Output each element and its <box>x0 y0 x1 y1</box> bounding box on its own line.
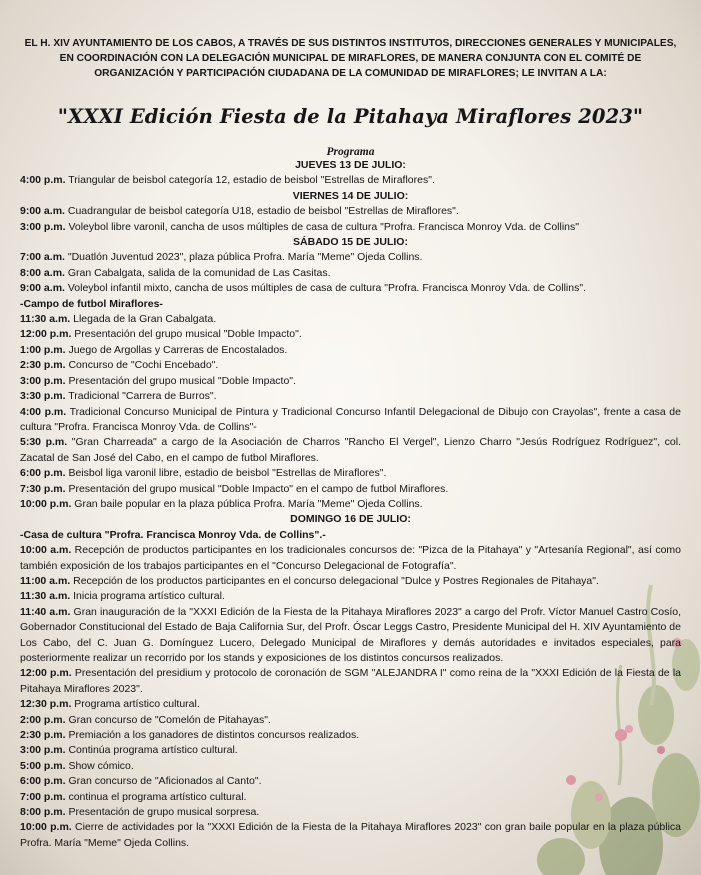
item-time: 6:00 p.m. <box>20 775 66 788</box>
schedule-item <box>20 220 681 235</box>
item-text: "Duatlón Juventud 2023", plaza pública Profra. María "Meme" Ojeda Collins. <box>67 251 423 264</box>
item-text: Tradicional Concurso Municipal de Pintura y Tradicional Concurso Infantil Delegacional de Dibujo con Crayolas", frente a casa de cultura "Profra. Francisca Monroy Vda. de Collins"- <box>20 405 681 433</box>
schedule-item <box>20 312 681 327</box>
item-time: 8:00 a.m. <box>20 266 65 279</box>
item-time: 2:00 p.m. <box>20 713 66 726</box>
program-label: Programa <box>326 146 375 158</box>
item-time: 10:00 a.m. <box>20 544 72 557</box>
item-text: Cuadrangular de beisbol categoría U18, estadio de beisbol "Estrellas de Miraflores". <box>67 205 459 218</box>
item-text: Gran inauguración de la "XXXI Edición de la Fiesta de la Pitahaya Miraflores 2023" a cargo del Profr. Víctor Manuel Castro Cosío, Gobernador Constitucional del Estado de Baja California Sur, del Profr. Óscar Leggs Castro, Presidente Municipal del H. XIV Ayuntamiento de Los Cabo, del C. Juan G. Domínguez Lucero, Delegado Municipal de Miraflores y demás autoridades e invitados especiales, para posteriormente realizar un recorrido por los stands y exposiciones de los distintos concursos realizados. <box>20 605 682 664</box>
item-time: 8:00 p.m. <box>20 806 66 819</box>
item-time: 11:40 a.m. <box>20 605 71 618</box>
item-text: Premiación a los ganadores de distintos concursos realizados. <box>68 729 360 742</box>
item-time: 11:30 a.m. <box>20 590 71 603</box>
item-text: Cierre de actividades por la "XXXI Edición de la Fiesta de la Pitahaya Miraflores 2023" con gran baile popular en la plaza pública Profra. María "Meme" Ojeda Collins. <box>20 821 681 849</box>
schedule-item <box>20 281 681 296</box>
item-time: 9:00 a.m. <box>20 282 65 295</box>
item-text: Presentación de grupo musical sorpresa. <box>68 806 260 819</box>
item-text: Presentación del grupo musical "Doble Impacto". <box>68 374 296 387</box>
item-time: 5:00 p.m. <box>20 759 66 772</box>
item-text: Tradicional "Carrera de Burros". <box>68 390 217 403</box>
schedule-item <box>20 728 681 743</box>
item-text: Llegada de la Gran Cabalgata. <box>73 313 217 326</box>
item-time: 7:00 p.m. <box>20 790 66 803</box>
event-title: "XXXI Edición Fiesta de la Pitahaya Miraflores 2023" <box>57 105 644 128</box>
item-text: Presentación del grupo musical "Doble Impacto". <box>74 328 302 341</box>
day-heading-friday: VIERNES 14 DE JULIO: <box>292 189 409 202</box>
item-time: 4:00 p.m. <box>20 174 66 187</box>
item-text: Voleybol libre varonil, cancha de usos múltiples de casa de cultura "Profra. Francisca Monroy Vda. de Collins" <box>68 220 579 233</box>
schedule-item <box>20 805 681 820</box>
schedule-item <box>20 358 681 373</box>
item-time: 10:00 p.m. <box>20 821 72 834</box>
item-time: 12:00 p.m. <box>20 667 72 680</box>
schedule-item <box>20 482 681 497</box>
schedule-item <box>20 574 681 589</box>
venue-heading-casa-cultura: -Casa de cultura "Profra. Francisca Monroy Vda. de Collins".- <box>20 528 326 541</box>
item-text: "Gran Charreada" a cargo de la Asociación de Charros "Rancho El Vergel", Lienzo Charro "Jesús Rodríguez Rodríguez", col. Zacatal de San José del Cabo, en el campo de futbol Miraflores. <box>20 436 681 464</box>
schedule-item <box>20 713 681 728</box>
schedule-item <box>20 605 681 667</box>
schedule-item <box>20 497 681 512</box>
venue-heading-futbol: -Campo de futbol Miraflores- <box>20 297 163 310</box>
item-text: Juego de Argollas y Carreras de Encostalados. <box>68 343 288 356</box>
item-text: Presentación del presidium y protocolo de coronación de SGM "ALEJANDRA I" como reina de la "XXXI Edición de la Fiesta de la Pitahaya Miraflores 2023". <box>20 667 682 695</box>
item-text: Presentación del grupo musical "Doble Impacto" en el campo de futbol Miraflores. <box>68 482 449 495</box>
schedule-item <box>20 327 681 342</box>
item-time: 11:30 a.m. <box>20 313 71 326</box>
item-text: continua el programa artístico cultural. <box>68 790 247 803</box>
item-time: 7:00 a.m. <box>20 251 65 264</box>
item-time: 1:00 p.m. <box>20 343 66 356</box>
schedule-item <box>20 589 681 604</box>
invitation-header: EL H. XIV AYUNTAMIENTO DE LOS CABOS, A TRAVÉS DE SUS DISTINTOS INSTITUTOS, DIRECCIONES GENERALES Y MUNICIPALES, EN COORDINACIÓN CON LA DELEGACIÓN MUNICIPAL DE MIRAFLORES, DE MANERA CONJUNTA CON EL COMITÉ DE ORGANIZACIÓN Y PARTICIPACIÓN CIUDADANA DE LA COMUNIDAD DE MIRAFLORES; LE INVITAN A LA: <box>24 38 677 79</box>
schedule-item <box>20 743 681 758</box>
item-time: 3:00 p.m. <box>20 744 66 757</box>
schedule-item <box>20 543 681 574</box>
day-heading-thursday: JUEVES 13 DE JULIO: <box>295 159 406 171</box>
item-time: 4:00 p.m. <box>20 405 67 418</box>
schedule-item <box>20 759 681 774</box>
item-text: Recepción de los productos participantes en el concurso delegacional "Dulce y Postres Regionales de Pitahaya". <box>73 574 599 587</box>
schedule-item <box>20 666 681 697</box>
schedule-item <box>20 405 681 436</box>
item-time: 3:30 p.m. <box>20 390 66 403</box>
schedule-item <box>20 374 681 389</box>
item-time: 3:00 p.m. <box>20 374 66 387</box>
schedule-item <box>20 343 681 358</box>
schedule-item <box>20 173 681 188</box>
item-time: 3:00 p.m. <box>20 220 66 233</box>
schedule-item <box>20 204 681 219</box>
item-time: 2:30 p.m. <box>20 729 66 742</box>
schedule-item <box>20 266 681 281</box>
schedule-item <box>20 790 681 805</box>
item-text: Gran concurso de "Aficionados al Canto". <box>68 775 262 788</box>
item-text: Show cómico. <box>68 759 134 772</box>
item-text: Voleybol infantil mixto, cancha de usos múltiples de casa de cultura "Profra. Francisca Monroy Vda. de Collins". <box>67 282 586 295</box>
item-text: Continúa programa artístico cultural. <box>68 744 238 757</box>
item-time: 6:00 p.m. <box>20 467 66 480</box>
item-time: 10:00 p.m. <box>20 497 72 510</box>
item-time: 11:00 a.m. <box>20 574 71 587</box>
item-text: Recepción de productos participantes en los tradicionales concursos de: "Pizca de la Pitahaya" y "Artesanía Regional", así como también exposición de los trabajos participantes en el "Concurso Delegacional de Fotografía". <box>20 544 681 572</box>
day-heading-saturday: SÁBADO 15 DE JULIO: <box>293 236 408 249</box>
item-text: Gran baile popular en la plaza pública Profra. María "Meme" Ojeda Collins. <box>74 497 423 510</box>
item-text: Concurso de "Cochi Encebado". <box>68 359 219 372</box>
item-text: Programa artístico cultural. <box>74 698 200 711</box>
item-time: 2:30 p.m. <box>20 359 66 372</box>
item-time: 12:30 p.m. <box>20 698 72 711</box>
schedule-item <box>20 820 681 851</box>
item-text: Gran concurso de "Comelón de Pitahayas". <box>68 713 271 726</box>
schedule-item <box>20 435 681 466</box>
schedule-item <box>20 774 681 789</box>
item-text: Gran Cabalgata, salida de la comunidad de Las Casitas. <box>67 266 331 279</box>
item-time: 7:30 p.m. <box>20 482 66 495</box>
item-time: 9:00 a.m. <box>20 205 65 218</box>
schedule-item <box>20 697 681 712</box>
schedule-item <box>20 389 681 404</box>
schedule-item <box>20 250 681 265</box>
item-text: Triangular de beisbol categoría 12, estadio de beisbol "Estrellas de Miraflores". <box>68 174 435 187</box>
schedule-item <box>20 466 681 481</box>
item-text: Beisbol liga varonil libre, estadio de beisbol "Estrellas de Miraflores". <box>68 467 387 480</box>
item-time: 12:00 p.m. <box>20 328 72 341</box>
day-heading-sunday: DOMINGO 16 DE JULIO: <box>290 513 411 526</box>
item-time: 5:30 p.m. <box>20 436 68 449</box>
item-text: Inicia programa artístico cultural. <box>73 590 225 603</box>
